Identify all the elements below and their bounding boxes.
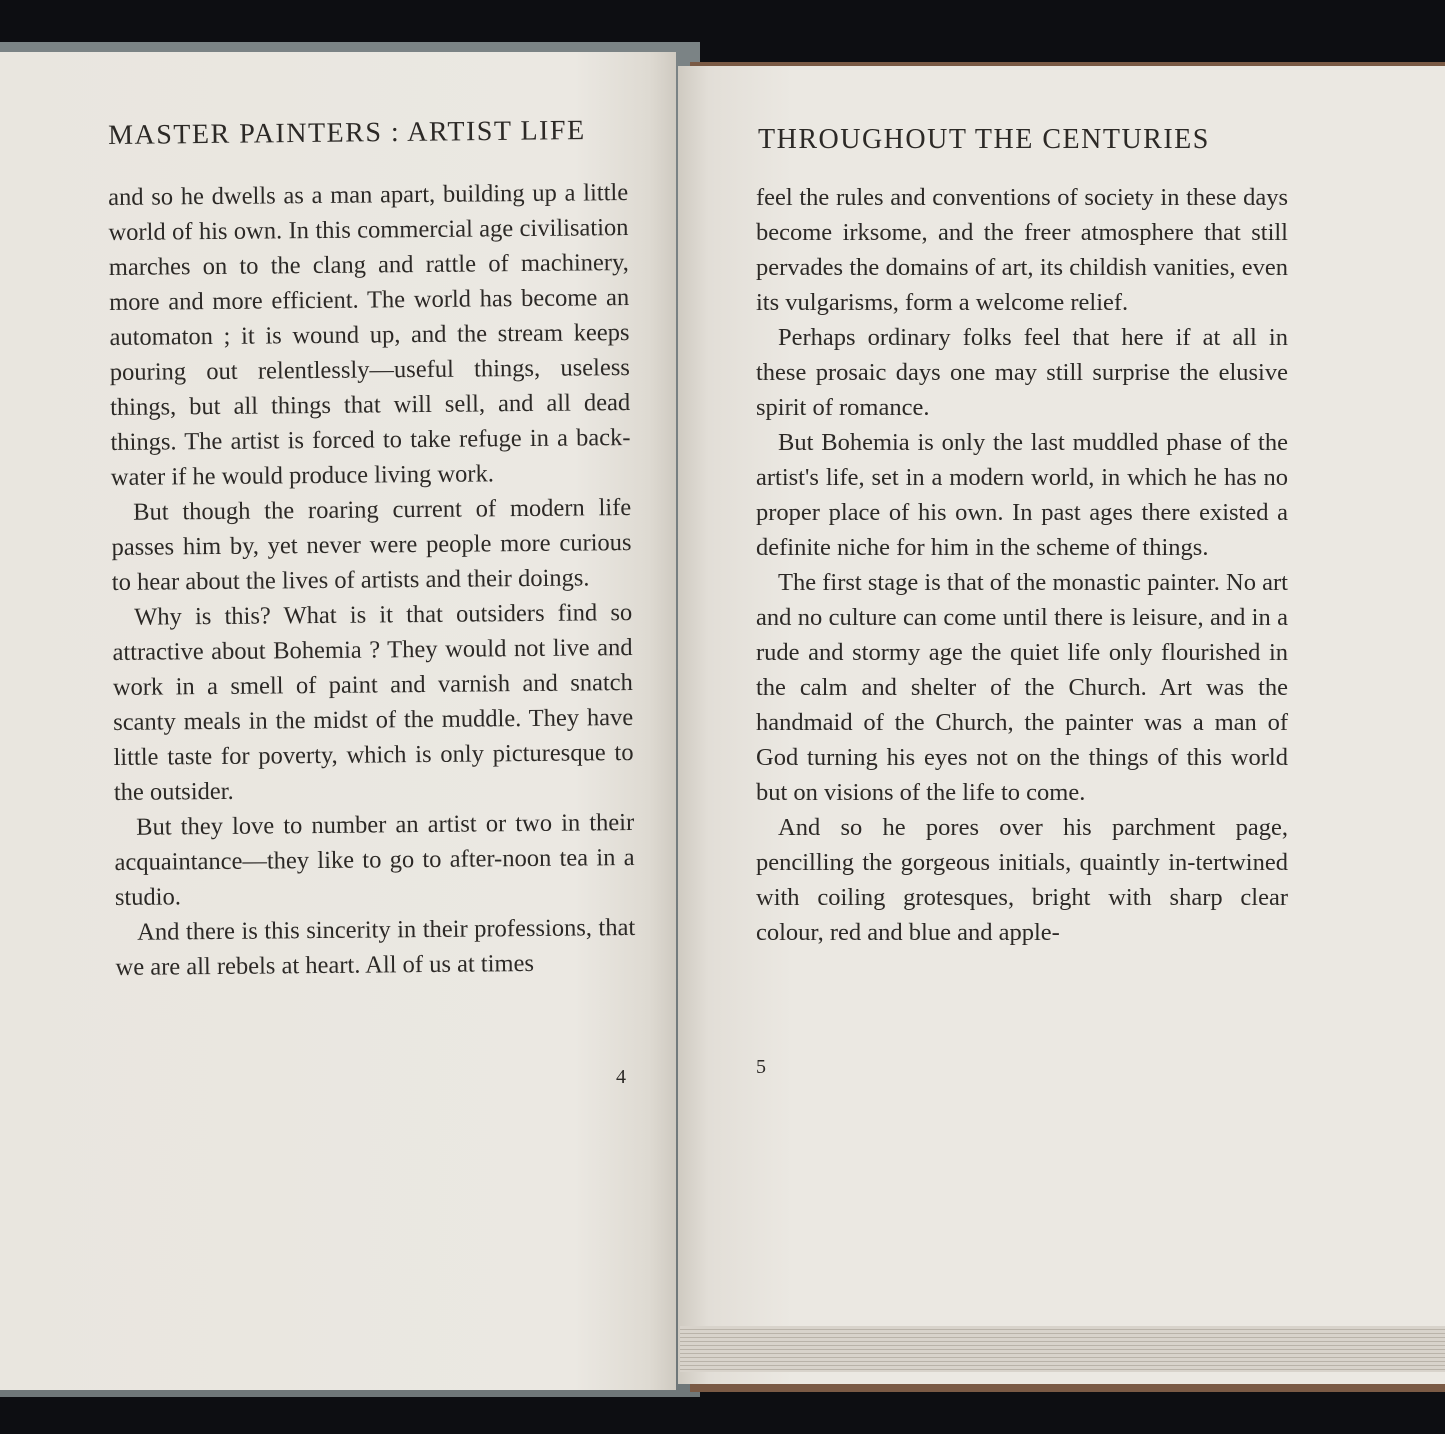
left-body-text (108, 175, 636, 985)
page-edges (680, 1326, 1445, 1372)
paragraph: And so he pores over his parchment page, pencilling the gorgeous initials, quaintly in-tertwined with coiling grotesques, bright with sharp clear colour, red and blue and apple- (756, 814, 1288, 946)
paragraph: and so he dwells as a man apart, building up a little world of his own. In this commercial age civilisation marches on to the clang and rattle of machinery, more and more efficient. The world has become an automaton ; it is wound up, and the stream keeps pouring out relentlessly—useful things, useless things, but all things that will sell, and all dead things. The artist is forced to take refuge in a back-water if he would produce living work. (108, 179, 631, 491)
paragraph: But they love to number an artist or two in their acquaintance—they like to go to after-noon tea in a studio. (114, 808, 635, 911)
paragraph: But Bohemia is only the last muddled phase of the artist's life, set in a modern world, in which he has no proper place of his own. In past ages there existed a definite niche for him in the scheme of things. (756, 429, 1288, 561)
paragraph: And there is this sincerity in their professions, that we are all rebels at heart. All of us at times (115, 913, 636, 981)
paragraph: Why is this? What is it that outsiders find so attractive about Bohemia ? They would not live and work in a smell of paint and varnish and snatch scanty meals in the midst of the muddle. They have little taste for poverty, which is only picturesque to the outsider. (112, 598, 634, 806)
paragraph: But though the roaring current of modern life passes him by, yet never were people more curious to hear about the lives of artists and their doings. (111, 493, 632, 596)
paragraph: feel the rules and conventions of society in these days become irksome, and the freer atmosphere that still pervades the domains of art, its childish vanities, even its vulgarisms, form a welcome relief. (756, 184, 1288, 316)
paragraph: Perhaps ordinary folks feel that here if at all in these prosaic days one may still surprise the elusive spirit of romance. (756, 324, 1288, 421)
right-running-head: THROUGHOUT THE CENTURIES (758, 124, 1210, 155)
right-page-number: 5 (756, 1056, 766, 1078)
left-running-head: MASTER PAINTERS : ARTIST LIFE (108, 115, 586, 151)
right-body-text (756, 180, 1288, 950)
paragraph: The first stage is that of the monastic painter. No art and no culture can come until there is leisure, and in a rude and stormy age the quiet life only flourished in the calm and shelter of the Church. Art was the handmaid of the Church, the painter was a man of God turning his eyes not on the things of this world but on visions of the life to come. (756, 569, 1288, 806)
left-page-number: 4 (616, 1066, 626, 1088)
